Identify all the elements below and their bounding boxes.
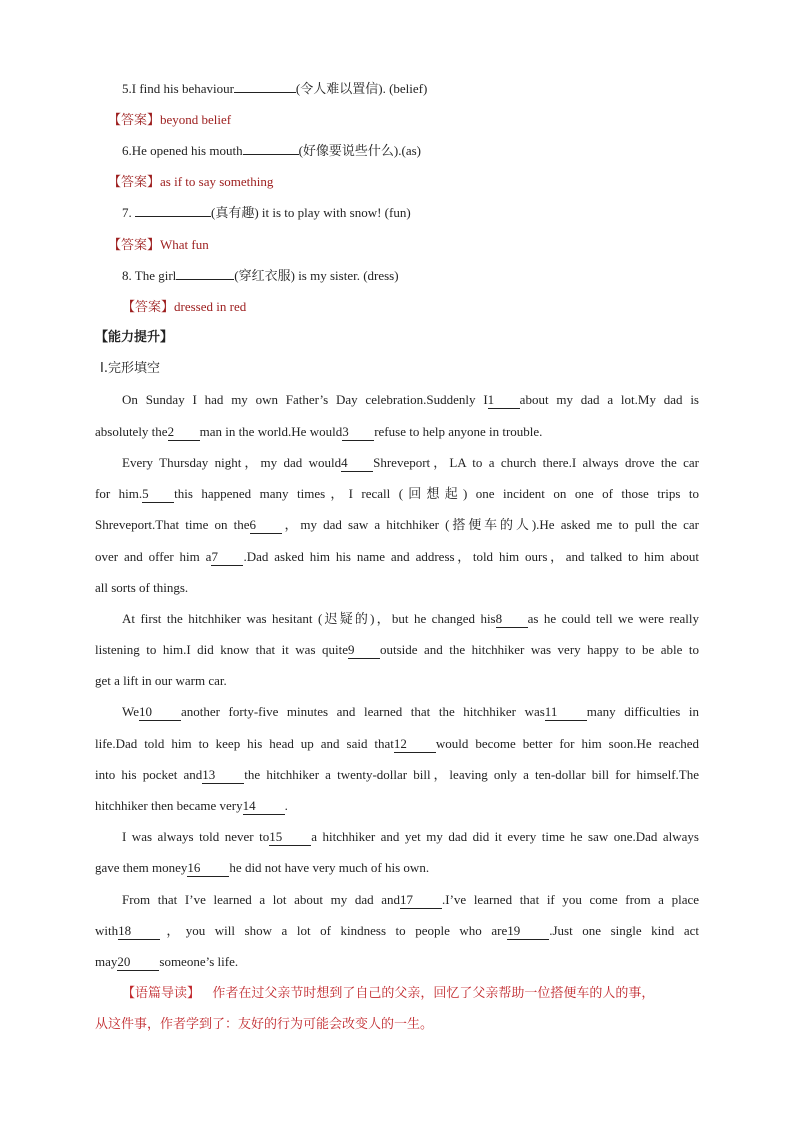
passage-text: all sorts of things. [95, 580, 189, 595]
exercise-text: 6.He opened his mouth [122, 143, 243, 158]
passage-line [95, 516, 699, 534]
passage-line [95, 672, 699, 690]
passage-text: would become better for him soon.He reached [435, 736, 699, 751]
answer-blank [135, 216, 211, 217]
passage-text: We [122, 704, 139, 719]
answer-blank [234, 92, 296, 93]
passage-text: listening to him.I did know that it was quite [95, 642, 348, 657]
exercise-7 [122, 204, 411, 222]
passage-text: as he could tell we were really [527, 611, 699, 626]
reading-guide-line-1 [122, 985, 654, 1003]
answer-text: as if to say something [160, 174, 274, 189]
exercise-text: (真有趣) it is to play with snow! (fun) [211, 205, 411, 220]
passage-text: Every Thursday night，my dad would [122, 455, 342, 470]
passage-text: into his pocket and [95, 767, 203, 782]
answer-5 [108, 111, 231, 129]
passage-line [95, 548, 699, 566]
reading-guide-text: 作者在过父亲节时想到了自己的父亲，回忆了父亲帮助一位搭便车的人的事， [212, 986, 655, 1001]
exercise-text: 5.I find his behaviour [122, 81, 234, 96]
cloze-blank-19: 19 [507, 923, 549, 940]
reading-guide-line-2: 从这件事，作者学到了：友好的行为可能会改变人的一生。 [95, 1017, 434, 1032]
passage-line [122, 610, 699, 628]
cloze-blank-13: 13 [202, 767, 244, 784]
answer-tag: 【答案】 [108, 237, 161, 252]
passage-text: many difficulties in [586, 704, 700, 719]
passage-text: At first the hitchhiker was hesitant (迟疑的)，but he changed his [122, 611, 496, 626]
exercise-text: 7. [122, 205, 135, 220]
exercise-text: (令人难以置信). (belief) [295, 81, 428, 96]
subsection-heading: Ⅰ.完形填空 [100, 361, 160, 376]
passage-line [122, 891, 699, 909]
passage-text: over and offer him a [95, 549, 212, 564]
passage-text: outside and the hitchhiker was very happy to be able to [380, 642, 699, 657]
passage-line [95, 735, 699, 753]
passage-text: Shreveport，LA to a church there.I always drove the car [373, 455, 699, 470]
passage-text: .Just one single kind act [549, 923, 699, 938]
passage-text: Shreveport.That time on the [95, 517, 250, 532]
passage-text: refuse to help anyone in trouble. [374, 424, 543, 439]
cloze-blank-14: 14 [243, 798, 285, 815]
section-heading: 【能力提升】 [95, 330, 174, 345]
answer-text: beyond belief [160, 112, 232, 127]
cloze-blank-6: 6 [250, 517, 282, 534]
cloze-blank-4: 4 [341, 455, 373, 472]
passage-text: From that I’ve learned a lot about my dad and [122, 892, 401, 907]
exercise-text: (穿红衣服) is my sister. (dress) [234, 268, 399, 283]
cloze-blank-5: 5 [142, 486, 174, 503]
reading-guide-tag: 【语篇导读】 [122, 986, 201, 1001]
cloze-blank-16: 16 [187, 860, 229, 877]
passage-line [122, 828, 699, 846]
exercise-5 [122, 80, 427, 98]
answer-text: dressed in red [174, 299, 247, 314]
cloze-blank-18: 18 [118, 923, 160, 940]
cloze-blank-2: 2 [168, 424, 200, 441]
passage-line [122, 391, 699, 409]
cloze-blank-20: 20 [117, 954, 159, 971]
passage-text: ，my dad saw a hitchhiker (搭便车的人).He asked me to pull the car [281, 517, 699, 532]
answer-tag: 【答案】 [108, 174, 161, 189]
answer-tag: 【答案】 [122, 299, 175, 314]
passage-line [122, 454, 699, 472]
answer-8 [122, 298, 246, 316]
passage-text: may [95, 954, 118, 969]
passage-text: another forty-five minutes and learned that the hitchhiker was [181, 704, 545, 719]
passage-text: hitchhiker then became very [95, 798, 243, 813]
cloze-blank-7: 7 [211, 549, 243, 566]
passage-text: for him. [95, 486, 143, 501]
passage-text: On Sunday I had my own Father’s Day celebration.Suddenly I [122, 392, 488, 407]
passage-line [122, 703, 699, 721]
cloze-blank-15: 15 [269, 829, 311, 846]
cloze-blank-11: 11 [545, 704, 587, 721]
cloze-blank-8: 8 [496, 611, 528, 628]
cloze-blank-1: 1 [488, 392, 520, 409]
exercise-8 [122, 267, 399, 285]
cloze-blank-9: 9 [348, 642, 380, 659]
passage-line [95, 859, 699, 877]
passage-text: with [95, 923, 119, 938]
passage-line [95, 922, 699, 940]
passage-text: .Dad asked him his name and address，told him ours，and talked to him about [243, 549, 699, 564]
answer-6 [108, 173, 273, 191]
passage-text: about my dad a lot.My dad is [519, 392, 699, 407]
answer-blank [176, 279, 234, 280]
answer-tag: 【答案】 [108, 112, 161, 127]
answer-blank [243, 154, 299, 155]
passage-text: I was always told never to [122, 829, 270, 844]
cloze-blank-3: 3 [342, 424, 374, 441]
passage-line [95, 579, 699, 597]
passage-text: the hitchhiker a twenty-dollar bill，leaving only a ten-dollar bill for himself.The [244, 767, 699, 782]
passage-line [95, 423, 699, 441]
passage-text: life.Dad told him to keep his head up and said that [95, 736, 394, 751]
passage-line [95, 641, 699, 659]
passage-line [95, 797, 699, 815]
answer-7 [108, 236, 209, 254]
exercise-text: (好像要说些什么).(as) [298, 143, 421, 158]
cloze-blank-17: 17 [400, 892, 442, 909]
passage-line [95, 766, 699, 784]
passage-text: a hitchhiker and yet my dad did it every time he saw one.Dad always [311, 829, 699, 844]
exercise-text: 8. The girl [122, 268, 177, 283]
passage-text: this happened many times，I recall (回想起) one incident on one of those trips to [174, 486, 699, 501]
answer-text: What fun [160, 237, 209, 252]
passage-text: someone’s life. [159, 954, 239, 969]
passage-line [95, 485, 699, 503]
passage-text: . [284, 798, 288, 813]
cloze-blank-10: 10 [139, 704, 181, 721]
passage-text: man in the world.He would [199, 424, 343, 439]
passage-text: he did not have very much of his own. [229, 860, 430, 875]
passage-text: gave them money [95, 860, 188, 875]
passage-text: ，you will show a lot of kindness to people who are [160, 923, 508, 938]
exercise-6 [122, 142, 421, 160]
passage-text: absolutely the [95, 424, 168, 439]
cloze-blank-12: 12 [394, 736, 436, 753]
passage-line [95, 953, 699, 971]
passage-text: get a lift in our warm car. [95, 673, 227, 688]
passage-text: .I’ve learned that if you come from a place [442, 892, 700, 907]
